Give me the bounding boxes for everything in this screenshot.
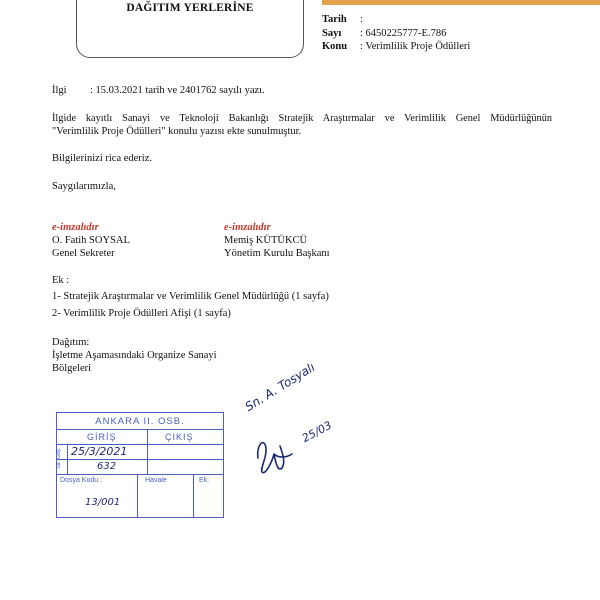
stamp-ek-label: Ek: (199, 477, 210, 484)
paragraph-line-2: "Verimlilik Proje Ödülleri" konulu yazısı ekte sunulmuştur. (52, 126, 302, 137)
konu-value: : Verimlilik Proje Ödülleri (360, 41, 471, 52)
tarih-value: : (360, 14, 363, 25)
distribution-line-2: Bölgeleri (52, 363, 92, 374)
distribution-label: Dağıtım: (52, 337, 90, 348)
incoming-stamp (56, 412, 224, 518)
info-text: Bilgilerinizi rica ederiz. (52, 153, 152, 164)
regards-text: Saygılarımızla, (52, 181, 116, 192)
stamp-date-handwritten: 25/3/2021 (71, 445, 128, 458)
top-color-strip (322, 0, 600, 5)
stamp-dosya-label: Dosya Kodu : (60, 477, 103, 484)
handwritten-signature (252, 428, 298, 480)
ilgi-label: İlgi (52, 85, 67, 96)
stamp-title: ANKARA II. OSB. (95, 416, 185, 427)
signature-1-title: Genel Sekreter (52, 248, 115, 259)
handwritten-note-line1: Sn. A. Tosyalı (242, 360, 318, 414)
ilgi-value: : 15.03.2021 tarih ve 2401762 sayılı yazı. (90, 85, 265, 96)
signature-2-tag: e-imzalıdır (224, 222, 271, 233)
stamp-dosya-handwritten: 13/001 (85, 497, 121, 508)
stamp-havale-label: Havale (145, 477, 167, 484)
signature-1-name: O. Fatih SOYSAL (52, 235, 130, 246)
attachment-item-1: 1- Stratejik Araştırmalar ve Verimlilik Genel Müdürlüğü (1 sayfa) (52, 291, 329, 302)
stamp-cikis: ÇIKIŞ (165, 432, 194, 442)
stamp-side-label: Sa. Göş. (56, 447, 62, 469)
paragraph-line-1: İlgide kayıtlı Sanayi ve Teknoloji Bakanlığı Stratejik Araştırmalar ve Verimlilik Genel Müdürlüğünün (52, 113, 552, 124)
signature-2-name: Memiş KÜTÜKCÜ (224, 235, 308, 246)
attachments-label: Ek : (52, 275, 70, 286)
handwritten-note-line2: 25/03 (299, 418, 334, 445)
signature-1-tag: e-imzalıdır (52, 222, 99, 233)
sayi-label: Sayı (322, 28, 342, 39)
tarih-label: Tarih (322, 14, 347, 25)
sayi-value: : 6450225777-E.786 (360, 28, 447, 39)
signature-2-title: Yönetim Kurulu Başkanı (224, 248, 330, 259)
konu-label: Konu (322, 41, 348, 52)
attachment-item-2: 2- Verimlilik Proje Ödülleri Afişi (1 sayfa) (52, 308, 231, 319)
distribution-line-1: İşletme Aşamasındaki Organize Sanayi (52, 350, 217, 361)
addressee-title: DAĞITIM YERLERİNE (126, 2, 254, 14)
stamp-number-handwritten: 632 (97, 461, 117, 472)
stamp-giris: GİRİŞ (87, 432, 117, 442)
